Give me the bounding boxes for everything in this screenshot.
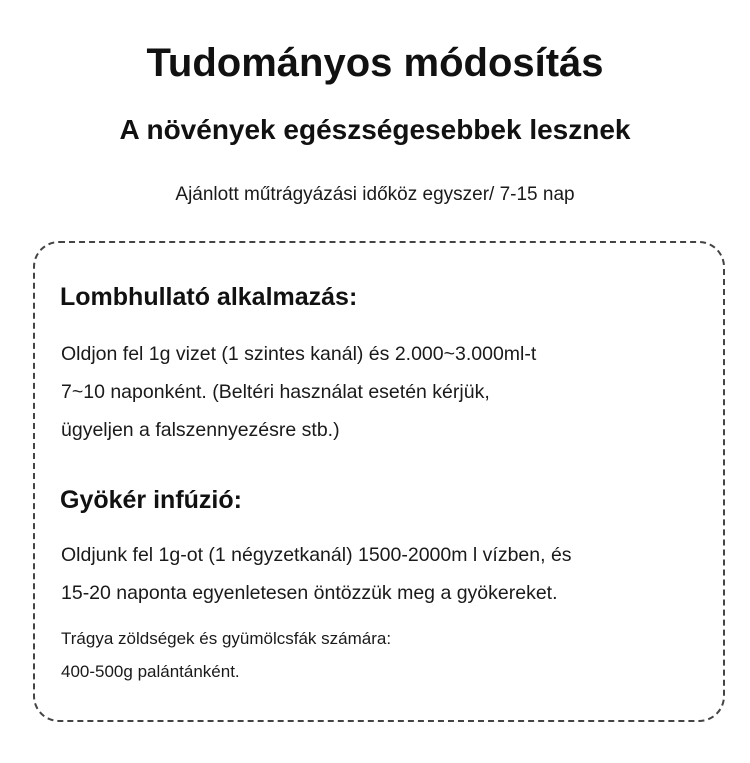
foliar-line: 7~10 naponként. (Beltéri használat esetén kérjük, [61, 381, 490, 403]
foliar-heading: Lombhullató alkalmazás: [60, 283, 358, 311]
dosage-note [61, 622, 721, 688]
root-line: Oldjunk fel 1g-ot (1 négyzetkanál) 1500-2000m l vízben, és [61, 544, 572, 566]
interval-recommendation: Ajánlott műtrágyázási időköz egyszer/ 7-15 nap [175, 184, 575, 205]
note-line: 400-500g palántánként. [61, 662, 240, 681]
foliar-line: Oldjon fel 1g vizet (1 szintes kanál) és 2.000~3.000ml-t [61, 343, 537, 365]
page-subtitle: A növények egészségesebbek lesznek [119, 114, 631, 145]
root-heading: Gyökér infúzió: [60, 486, 242, 514]
foliar-instructions [61, 335, 721, 449]
root-instructions [61, 536, 721, 612]
foliar-line: ügyeljen a falszennyezésre stb.) [61, 419, 340, 441]
note-line: Trágya zöldségek és gyümölcsfák számára: [61, 629, 392, 648]
root-line: 15-20 naponta egyenletesen öntözzük meg a gyökereket. [61, 582, 558, 604]
page-title: Tudományos módosítás [146, 41, 604, 85]
